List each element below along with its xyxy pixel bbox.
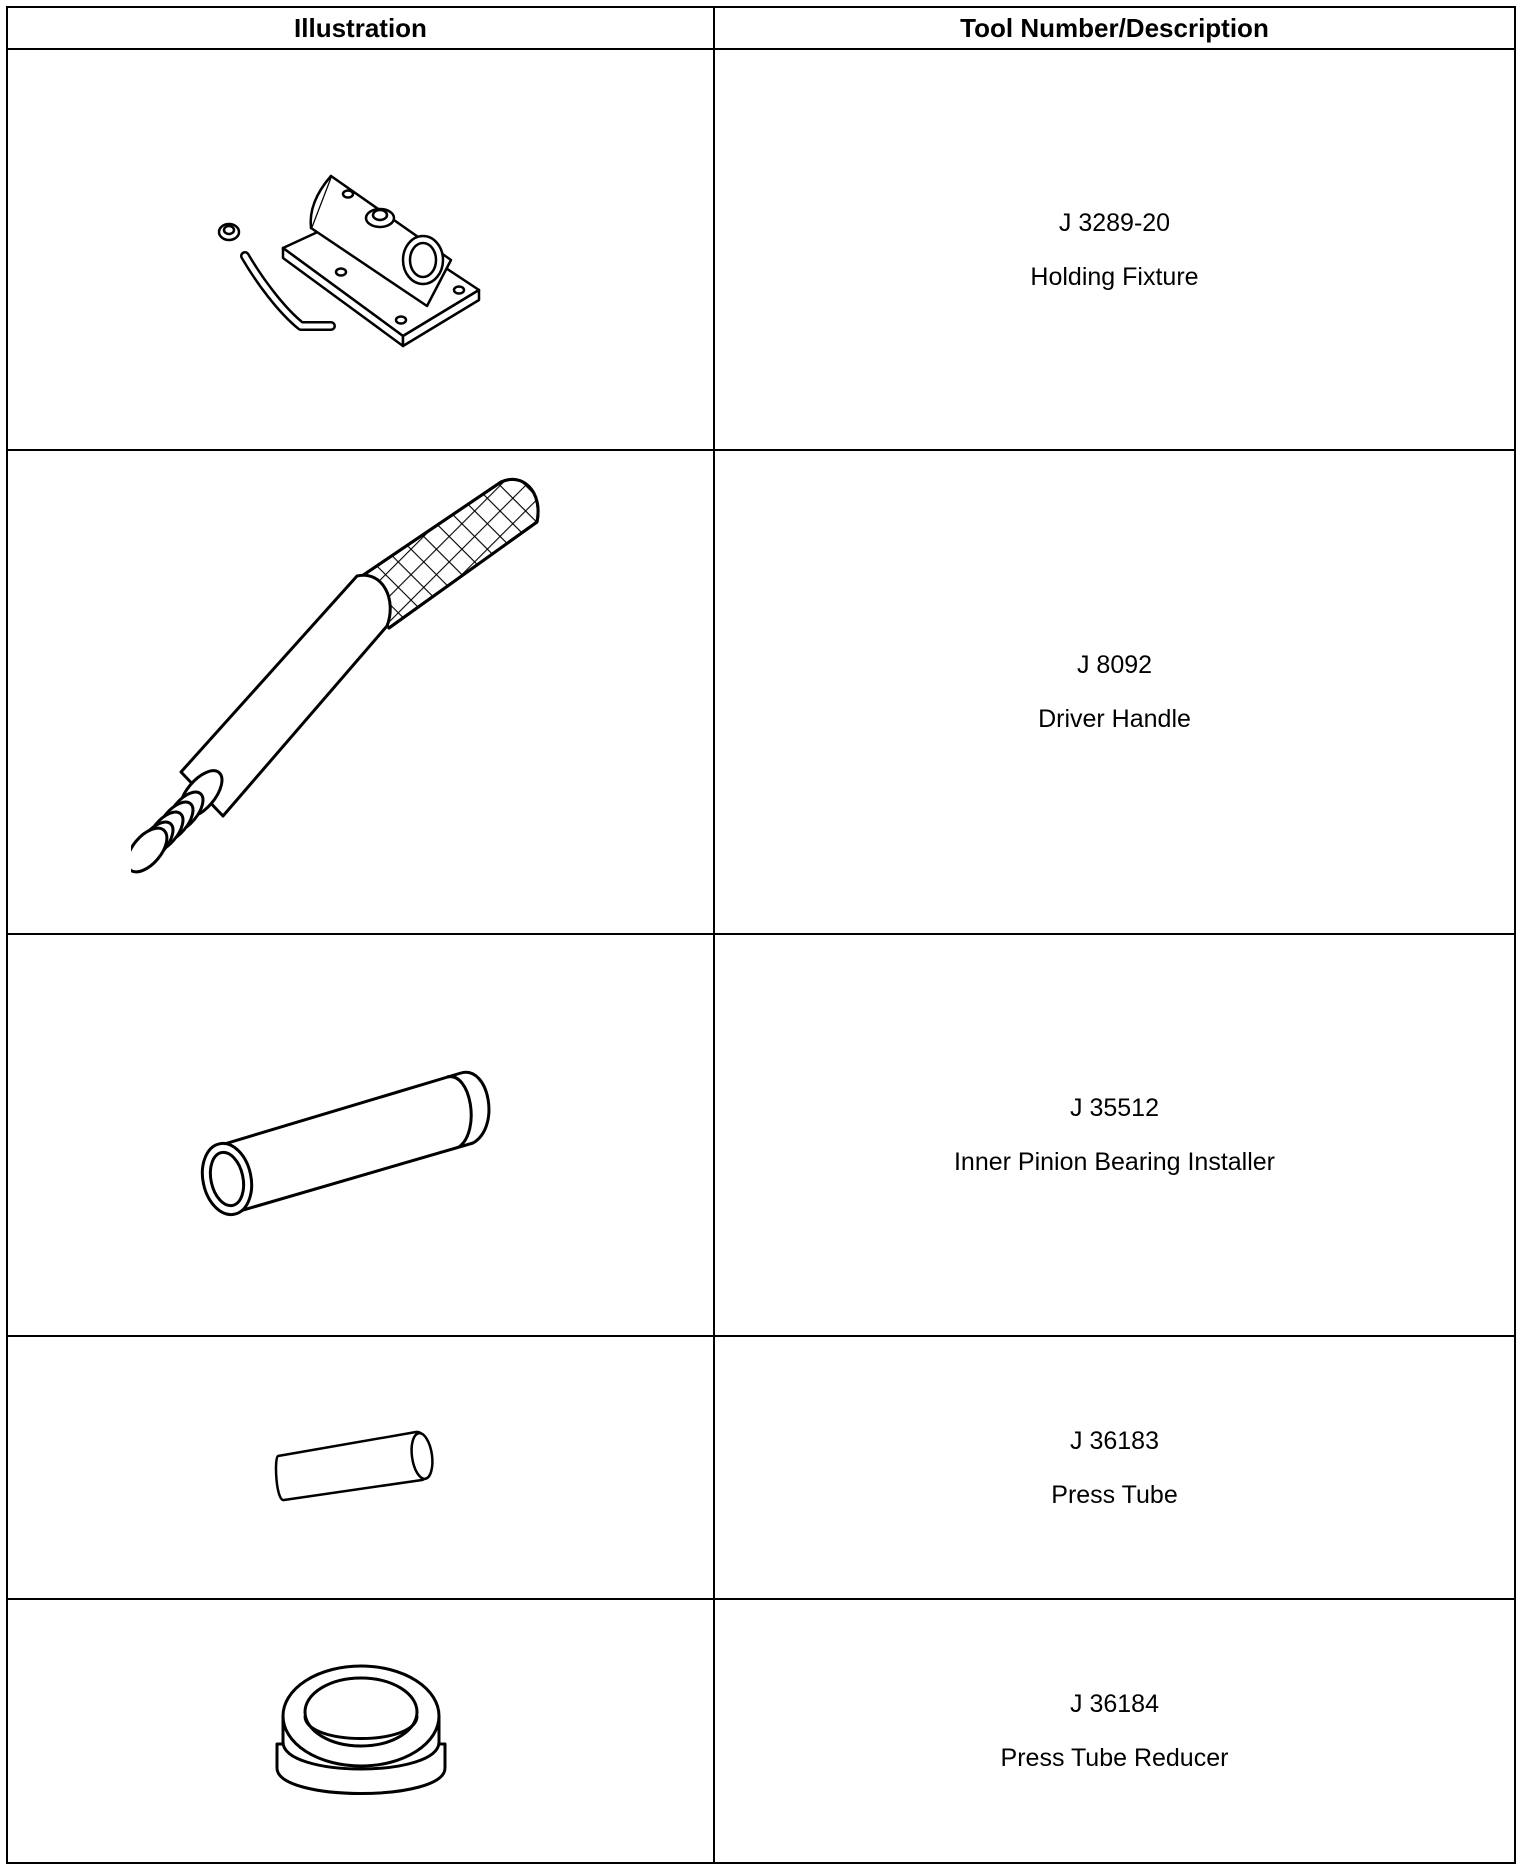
header-illustration: Illustration xyxy=(7,7,714,49)
tool-number: J 3289-20 xyxy=(1058,208,1171,237)
tool-description: Holding Fixture xyxy=(1030,262,1199,291)
table-row xyxy=(7,1336,1515,1599)
tool-description: Inner Pinion Bearing Installer xyxy=(953,1148,1276,1176)
tool-description: Press Tube Reducer xyxy=(1000,1744,1229,1772)
tool-number: J 8092 xyxy=(1076,651,1153,679)
press-tube-reducer-icon xyxy=(261,1646,461,1816)
table-row xyxy=(7,450,1515,934)
tool-number: J 36184 xyxy=(1070,1690,1159,1718)
bearing-installer-icon xyxy=(191,1035,531,1235)
tool-number: J 35512 xyxy=(1070,1094,1159,1122)
tool-cell xyxy=(714,934,1515,1336)
special-tools-table xyxy=(6,6,1516,1864)
tool-cell xyxy=(714,450,1515,934)
driver-handle-icon xyxy=(131,472,591,912)
illustration-cell xyxy=(7,1336,714,1599)
tool-cell xyxy=(714,49,1515,450)
table-row xyxy=(7,1599,1515,1863)
tool-cell xyxy=(714,1336,1515,1599)
illustration-cell xyxy=(7,934,714,1336)
illustration-cell xyxy=(7,450,714,934)
press-tube-icon xyxy=(266,1418,456,1518)
holding-fixture-icon xyxy=(191,140,531,360)
illustration-cell xyxy=(7,49,714,450)
tool-description: Driver Handle xyxy=(1038,705,1191,733)
table-row xyxy=(7,934,1515,1336)
tool-cell xyxy=(714,1599,1515,1863)
header-tool-number-description: Tool Number/Description xyxy=(714,7,1515,49)
table-header-row xyxy=(7,7,1515,49)
table-row xyxy=(7,49,1515,450)
tool-description: Press Tube xyxy=(1051,1480,1178,1509)
illustration-cell xyxy=(7,1599,714,1863)
tool-number: J 36183 xyxy=(1070,1426,1159,1455)
